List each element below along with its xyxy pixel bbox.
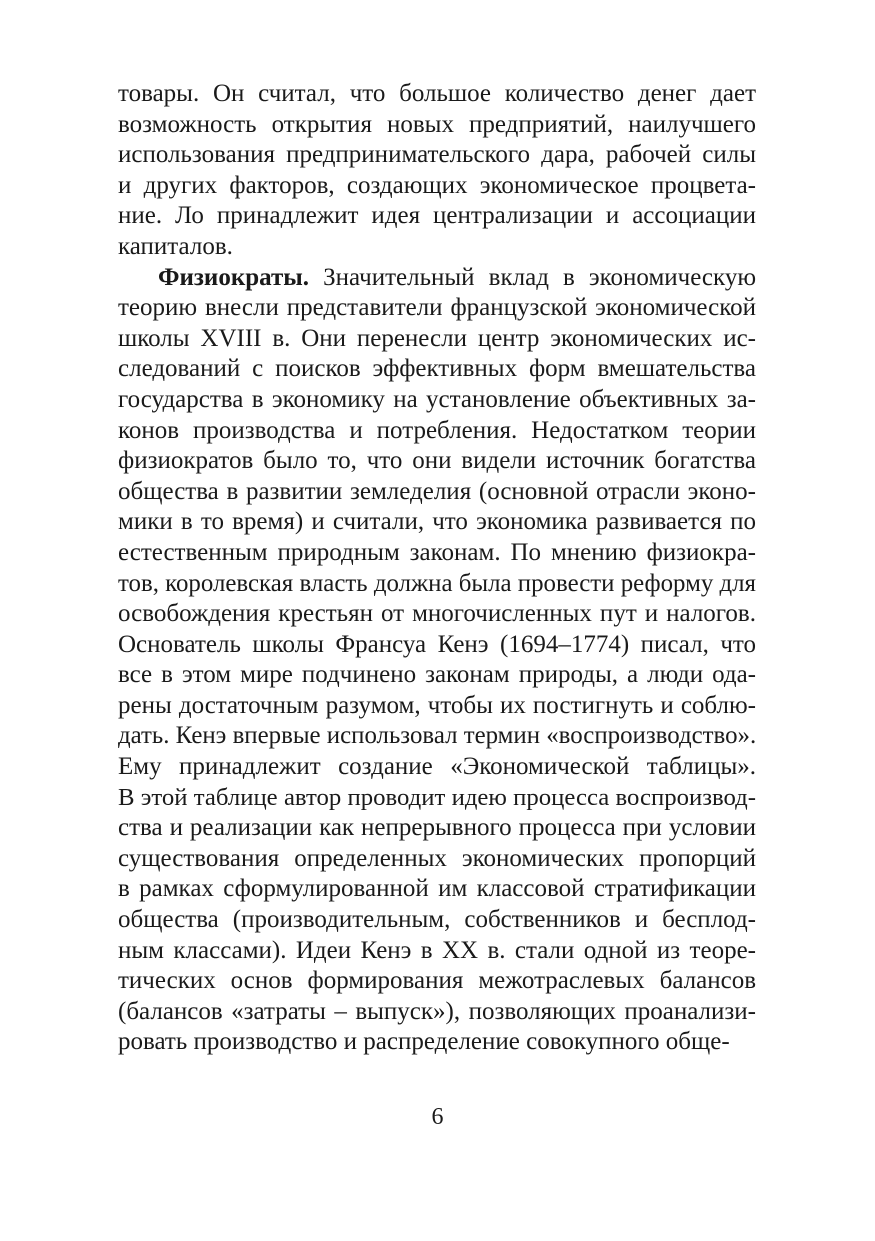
text-line: следований с поисков эффективных форм вмешательства <box>118 355 756 383</box>
text-line: теорию внесли представители французской экономической <box>118 294 756 322</box>
text-line: ровать производство и распределение совокупного обще- <box>118 1028 730 1056</box>
text-line: тов, королевская власть должна была провести реформу для <box>118 569 756 597</box>
text-line: В этой таблице автор проводит идею процесса воспроизвод- <box>118 783 756 811</box>
text-line: общества (производительным, собственников и бесплод- <box>118 906 756 934</box>
text-line: государства в экономику на установление объективных за- <box>118 385 756 413</box>
text-line: мики в то время) и считали, что экономика развивается по <box>118 508 756 536</box>
text-line: ным классами). Идеи Кенэ в XX в. стали одной из теоре- <box>118 936 756 964</box>
page-body <box>118 79 756 1058</box>
text-line: и других факторов, создающих экономическое процвета- <box>118 171 756 199</box>
text-line: естественным природным законам. По мнению физиокра- <box>118 538 756 566</box>
text-line: все в этом мире подчинено законам природы, а люди ода- <box>118 661 756 689</box>
text-line: Основатель школы Франсуа Кенэ (1694–1774) писал, что <box>118 630 756 658</box>
text-line <box>118 263 756 294</box>
text-line: школы XVIII в. Они перенесли центр экономических ис- <box>118 324 756 352</box>
text-line: дать. Кенэ впервые использовал термин «воспроизводство». <box>118 722 757 750</box>
paragraph-1 <box>118 79 756 263</box>
section-heading: Физиократы. <box>158 263 310 291</box>
text-line: капиталов. <box>118 232 233 260</box>
paragraph-2 <box>118 263 756 1058</box>
text-line: ства и реализации как непрерывного процесса при условии <box>118 814 756 842</box>
text-line: освобождения крестьян от многочисленных пут и налогов. <box>118 600 756 628</box>
text-line: рены достаточным разумом, чтобы их постигнуть и соблю- <box>118 691 756 719</box>
text-line: в рамках сформулированной им классовой стратификации <box>118 875 756 903</box>
heading-line-text: Значительный вклад в экономическую <box>323 263 756 291</box>
text-line: существования определенных экономических пропорций <box>118 844 756 872</box>
text-line: конов производства и потребления. Недостатком теории <box>118 416 756 444</box>
text-line: Ему принадлежит создание «Экономической таблицы». <box>118 753 756 781</box>
text-line: физиократов было то, что они видели источник богатства <box>118 447 756 475</box>
text-line: ние. Ло принадлежит идея централизации и ассоциации <box>118 202 756 230</box>
text-line: товары. Он считал, что большое количество денег дает <box>118 80 756 107</box>
text-line: тических основ формирования межотраслевых балансов <box>118 967 756 995</box>
text-line: возможность открытия новых предприятий, наилучшего <box>118 110 756 138</box>
text-line: (балансов «затраты – выпуск»), позволяющих проанализи- <box>118 997 756 1025</box>
text-line: использования предпринимательского дара, рабочей силы <box>118 141 756 169</box>
text-line: общества в развитии земледелия (основной отрасли эконо- <box>118 477 756 505</box>
page-number: 6 <box>431 1104 444 1130</box>
